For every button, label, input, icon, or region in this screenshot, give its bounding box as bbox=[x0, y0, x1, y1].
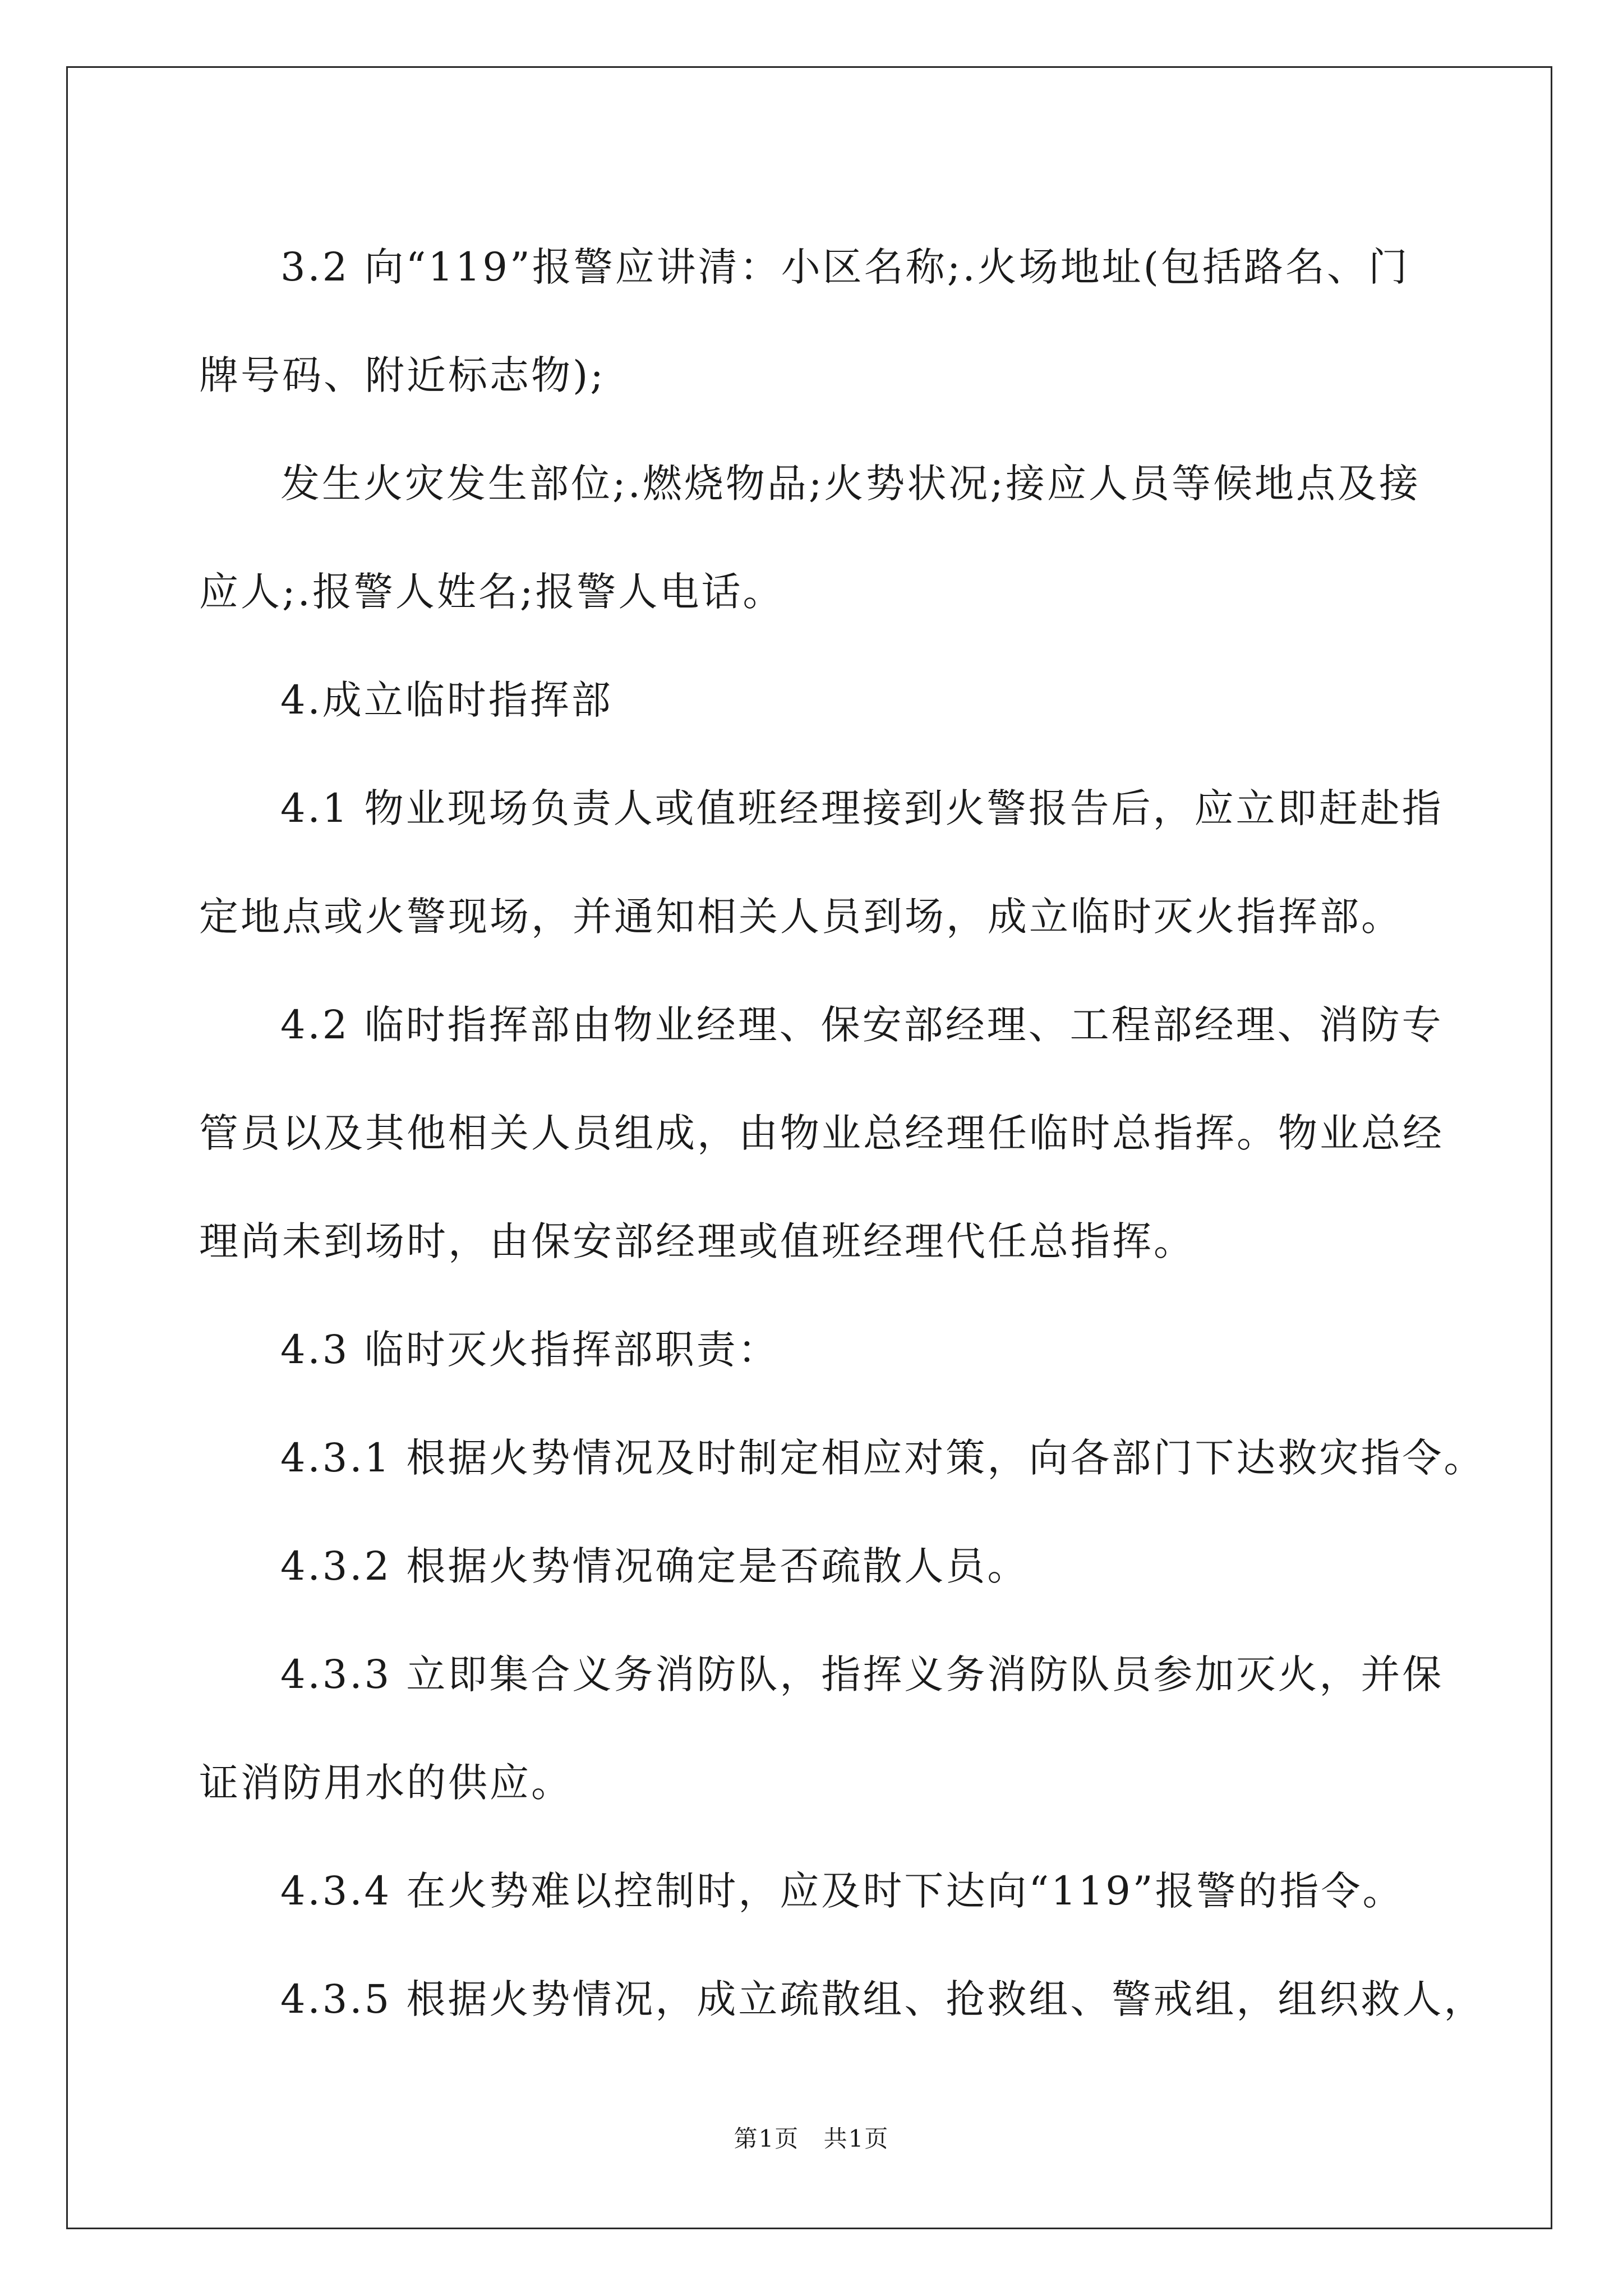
paragraph-line: 4.3.5 根据火势情况，成立疏散组、抢救组、警戒组，组织救人， bbox=[280, 1976, 1486, 2022]
paragraph-line: 4.3.3 立即集合义务消防队，指挥义务消防队员参加灭火，并保 bbox=[280, 1651, 1444, 1697]
paragraph-line: 理尚未到场时，由保安部经理或值班经理代任总指挥。 bbox=[199, 1218, 1195, 1264]
paragraph-line: 定地点或火警现场，并通知相关人员到场，成立临时灭火指挥部。 bbox=[199, 894, 1403, 940]
paragraph-line: 4.3.4 在火势难以控制时，应及时下达向“119”报警的指令。 bbox=[280, 1868, 1404, 1914]
paragraph-line: 管员以及其他相关人员组成，由物业总经理任临时总指挥。物业总经 bbox=[199, 1110, 1444, 1156]
page-total: 共1页 bbox=[823, 2125, 889, 2152]
page-footer bbox=[0, 2120, 1623, 2154]
subsection-heading: 4.3 临时灭火指挥部职责： bbox=[280, 1327, 780, 1373]
paragraph-line: 发生火灾发生部位;.燃烧物品;火势状况;接应人员等候地点及接 bbox=[280, 461, 1421, 507]
paragraph-line: 4.3.2 根据火势情况确定是否疏散人员。 bbox=[280, 1543, 1029, 1589]
paragraph-line: 牌号码、附近标志物); bbox=[199, 352, 606, 398]
paragraph-line: 4.2 临时指挥部由物业经理、保安部经理、工程部经理、消防专 bbox=[280, 1002, 1444, 1048]
paragraph-line: 3.2 向“119”报警应讲清：小区名称;.火场地址(包括路名、门 bbox=[280, 244, 1410, 290]
page-number: 第1页 bbox=[734, 2125, 800, 2152]
paragraph-line: 4.3.1 根据火势情况及时制定相应对策，向各部门下达救灾指令。 bbox=[280, 1435, 1486, 1481]
paragraph-line: 证消防用水的供应。 bbox=[199, 1760, 573, 1806]
section-heading: 4.成立临时指挥部 bbox=[280, 677, 613, 723]
paragraph-line: 应人;.报警人姓名;报警人电话。 bbox=[199, 569, 785, 615]
document-body bbox=[199, 213, 1486, 2054]
paragraph-line: 4.1 物业现场负责人或值班经理接到火警报告后，应立即赶赴指 bbox=[280, 785, 1444, 831]
